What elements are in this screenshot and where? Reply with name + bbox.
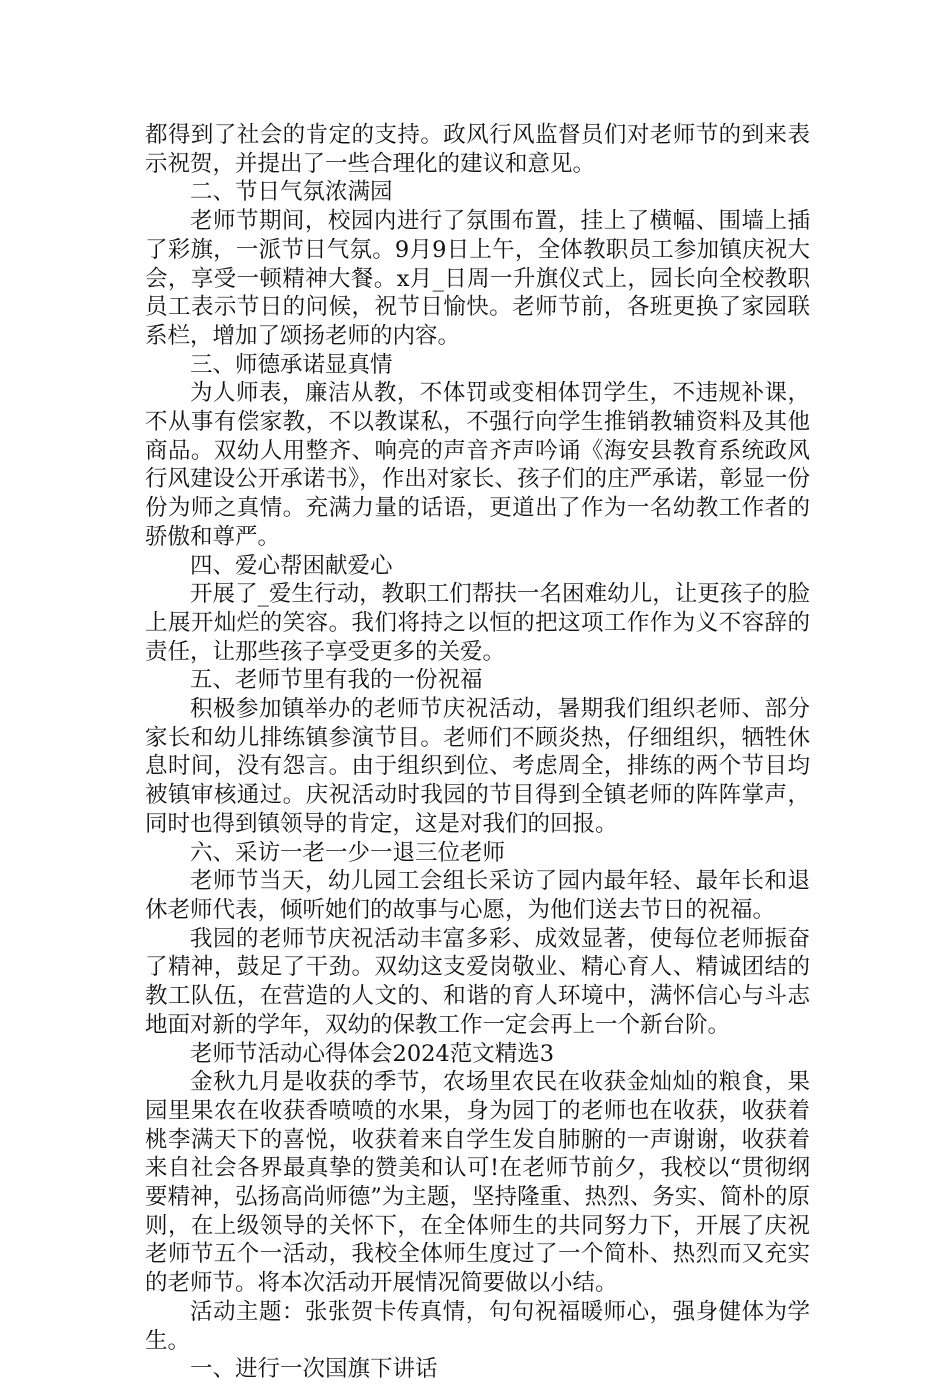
section-heading-4: 四、爱心帮困献爱心 [190,552,393,579]
section-heading-5: 五、老师节里有我的一份祝福 [190,667,483,694]
body-paragraph: 我园的老师节庆祝活动丰富多彩、成效显著，使每位老师振奋了精神，鼓足了干劲。双幼这支爱岗敬业、精心育人、精诚团结的教工队伍，在营造的人文的、和谐的育人环境中，满怀信心与斗志地面对新的学年，双幼的保教工作一定会再上一个新台阶。 [145,925,810,1038]
body-paragraph: 金秋九月是收获的季节，农场里农民在收获金灿灿的粮食，果园里果农在收获香喷喷的水果，身为园丁的老师也在收获，收获着桃李满天下的喜悦，收获着来自学生发自肺腑的一声谢谢，收获着来自社会各界最真挚的赞美和认可!在老师节前夕，我校以“贯彻纲要精神，弘扬高尚师德”为主题，坚持隆重、热烈、务实、简朴的原则，在上级领导的关怀下，在全体师生的共同努力下，开展了庆祝老师节五个一活动，我校全体师生度过了一个简朴、热烈而又充实的老师节。将本次活动开展情况简要做以小结。 [145,1069,810,1297]
paragraph-continued: 都得到了社会的肯定的支持。政风行风监督员们对老师节的到来表示祝贺，并提出了一些合理化的建议和意见。 [145,122,810,177]
body-paragraph: 老师节当天，幼儿园工会组长采访了园内最年轻、最年长和退休老师代表，倾听她们的故事与心愿，为他们送去节日的祝福。 [145,868,810,923]
section-heading-3: 三、师德承诺显真情 [190,351,393,378]
body-paragraph: 开展了_爱生行动，教职工们帮扶一名困难幼儿，让更孩子的脸上展开灿烂的笑容。我们将持之以恒的把这项工作作为义不容辞的责任，让那些孩子享受更多的关爱。 [145,581,810,665]
body-paragraph: 活动主题：张张贺卡传真情，句句祝福暖师心，强身健体为学生。 [145,1298,810,1354]
article-title: 老师节活动心得体会2024范文精选3 [190,1040,555,1067]
section-heading-6: 六、采访一老一少一退三位老师 [190,839,506,866]
body-paragraph: 积极参加镇举办的老师节庆祝活动，暑期我们组织老师、部分家长和幼儿排练镇参演节目。老师们不顾炎热，仔细组织，牺牲休息时间，没有怨言。由于组织到位、考虑周全，排练的两个节目均被镇审核通过。庆祝活动时我园的节目得到全镇老师的阵阵掌声，同时也得到镇领导的肯定，这是对我们的回报。 [145,696,810,837]
section-heading-2: 二、节日气氛浓满园 [190,179,393,206]
body-paragraph: 老师节期间，校园内进行了氛围布置，挂上了横幅、围墙上插了彩旗，一派节日气氛。9月9日上午，全体教职员工参加镇庆祝大会，享受一顿精神大餐。x月_日周一升旗仪式上，园长向全校教职员工表示节日的问候，祝节日愉快。老师节前，各班更换了家园联系栏，增加了颂扬老师的内容。 [145,208,810,349]
document-page [145,121,810,1384]
section-heading-1: 一、进行一次国旗下讲话 [190,1356,438,1383]
body-paragraph: 为人师表，廉洁从教，不体罚或变相体罚学生，不违规补课，不从事有偿家教，不以教谋私，不强行向学生推销教辅资料及其他商品。双幼人用整齐、响亮的声音齐声吟诵《海安县教育系统政风行风建设公开承诺书》，作出对家长、孩子们的庄严承诺，彰显一份份为师之真情。充满力量的话语，更道出了作为一名幼教工作者的骄傲和尊严。 [145,380,810,550]
